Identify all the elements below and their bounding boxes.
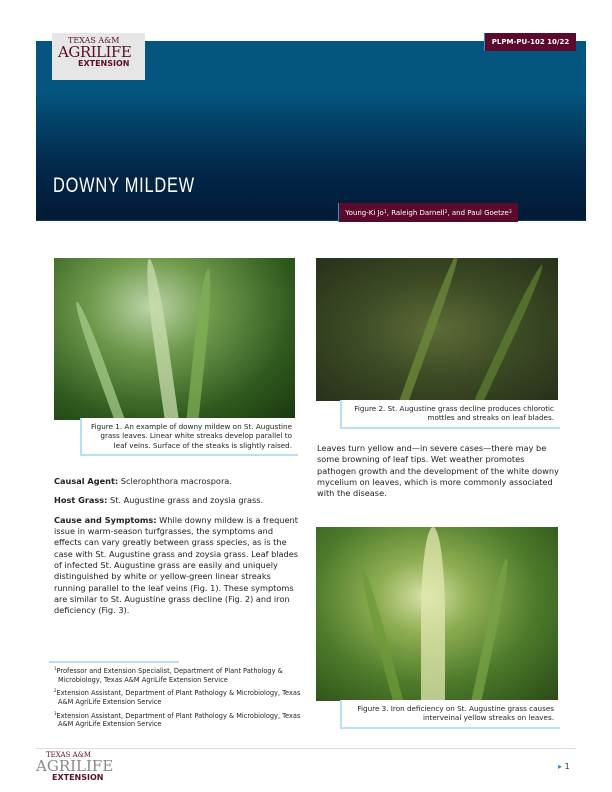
footer-divider <box>36 748 576 749</box>
page-number <box>558 762 570 771</box>
logo-line: AGRILIFE <box>58 43 132 61</box>
cause-and-symptoms <box>54 515 300 617</box>
figure-1-photo <box>54 258 295 420</box>
footnote <box>54 688 304 706</box>
figure-3-photo <box>316 527 558 701</box>
author: Young-Ki Jo <box>345 208 384 217</box>
figure-1-caption: Figure 1. An example of downy mildew on St. Augustine grass leaves. Linear white streaks develop parallel to leaf veins. Surface of the steaks is slightly raised. <box>80 418 298 456</box>
fn-sup: 3 <box>54 710 57 716</box>
fn-text: Extension Assistant, Department of Plant Pathology & Microbiology, Texas A&M AgriLife Extension Service <box>56 689 301 707</box>
footnote <box>54 666 304 684</box>
page-marker-icon: ▸ <box>558 762 563 771</box>
label: Cause and Symptoms: <box>54 514 157 525</box>
authors-badge <box>338 203 518 222</box>
sep: , <box>386 208 392 217</box>
logo-line: TEXAS A&M <box>46 751 92 759</box>
figure-2-caption: Figure 2. St. Augustine grass decline produces chlorotic mottles and streaks on leaf blades. <box>340 400 560 429</box>
footnote-divider <box>49 661 179 663</box>
logo-line: EXTENSION <box>52 773 104 782</box>
fn-sup: 1 <box>54 666 57 671</box>
page-number-value: 1 <box>564 762 570 771</box>
logo-line: EXTENSION <box>78 59 130 68</box>
author-sup: 2 <box>444 210 448 215</box>
fn-text: Professor and Extension Specialist, Department of Plant Pathology & Microbiology, Texas A&M AgriLife Extension Service <box>56 667 283 684</box>
host-grass <box>54 495 300 506</box>
footer-agrilife-logo <box>36 752 113 782</box>
value: While downy mildew is a frequent issue in warm-season turfgrasses, the symptoms and effects can vary greatly between grass species, as is the case with St. Augustine grass and zoysia grass. Leaf blades of infected St. Augustine grass are easily and uniquely distinguished by white or yellow-green linear streaks running parallel to the leaf veins (Fig. 1). These symptoms are similar to St. Augustine grass decline (Fig. 2) and iron deficiency (Fig. 3). <box>54 514 299 616</box>
fn-sup: 2 <box>54 688 57 694</box>
value: St. Augustine grass and zoysia grass. <box>107 495 264 506</box>
causal-agent <box>54 476 300 487</box>
paragraph: Leaves turn yellow and—in severe cases—there may be some browning of leaf tips. Wet weather promotes pathogen growth and the development of the white downy mycelium on leaves, which is more commonly associated with the disease. <box>317 443 559 499</box>
fn-text: Extension Assistant, Department of Plant Pathology & Microbiology, Texas A&M AgriLife Extension Service <box>56 711 301 729</box>
author-sup: 3 <box>508 210 512 215</box>
sep: , and <box>447 208 468 217</box>
footnote <box>54 711 304 729</box>
footnotes <box>54 666 304 733</box>
value: Sclerophthora macrospora. <box>118 476 232 486</box>
logo-line: TEXAS A&M <box>68 36 120 45</box>
author: Paul Goetze <box>467 208 509 217</box>
agrilife-logo <box>52 33 145 80</box>
figure-3-caption: Figure 3. Iron deficiency on St. Augustine grass causes interveinal yellow streaks on leaves. <box>340 700 560 729</box>
author: Raleigh Darnell <box>391 208 445 217</box>
body-column-right <box>317 443 563 508</box>
figure-2-photo <box>316 258 558 401</box>
author-sup: 1 <box>383 210 387 215</box>
label: Host Grass: <box>54 495 108 506</box>
publication-code: PLPM-PU-102 10/22 <box>484 33 576 51</box>
label: Causal Agent: <box>54 476 119 486</box>
logo-line: AGRILIFE <box>36 757 114 775</box>
page-title: DOWNY MILDEW <box>53 174 195 197</box>
body-column-left <box>54 476 300 624</box>
